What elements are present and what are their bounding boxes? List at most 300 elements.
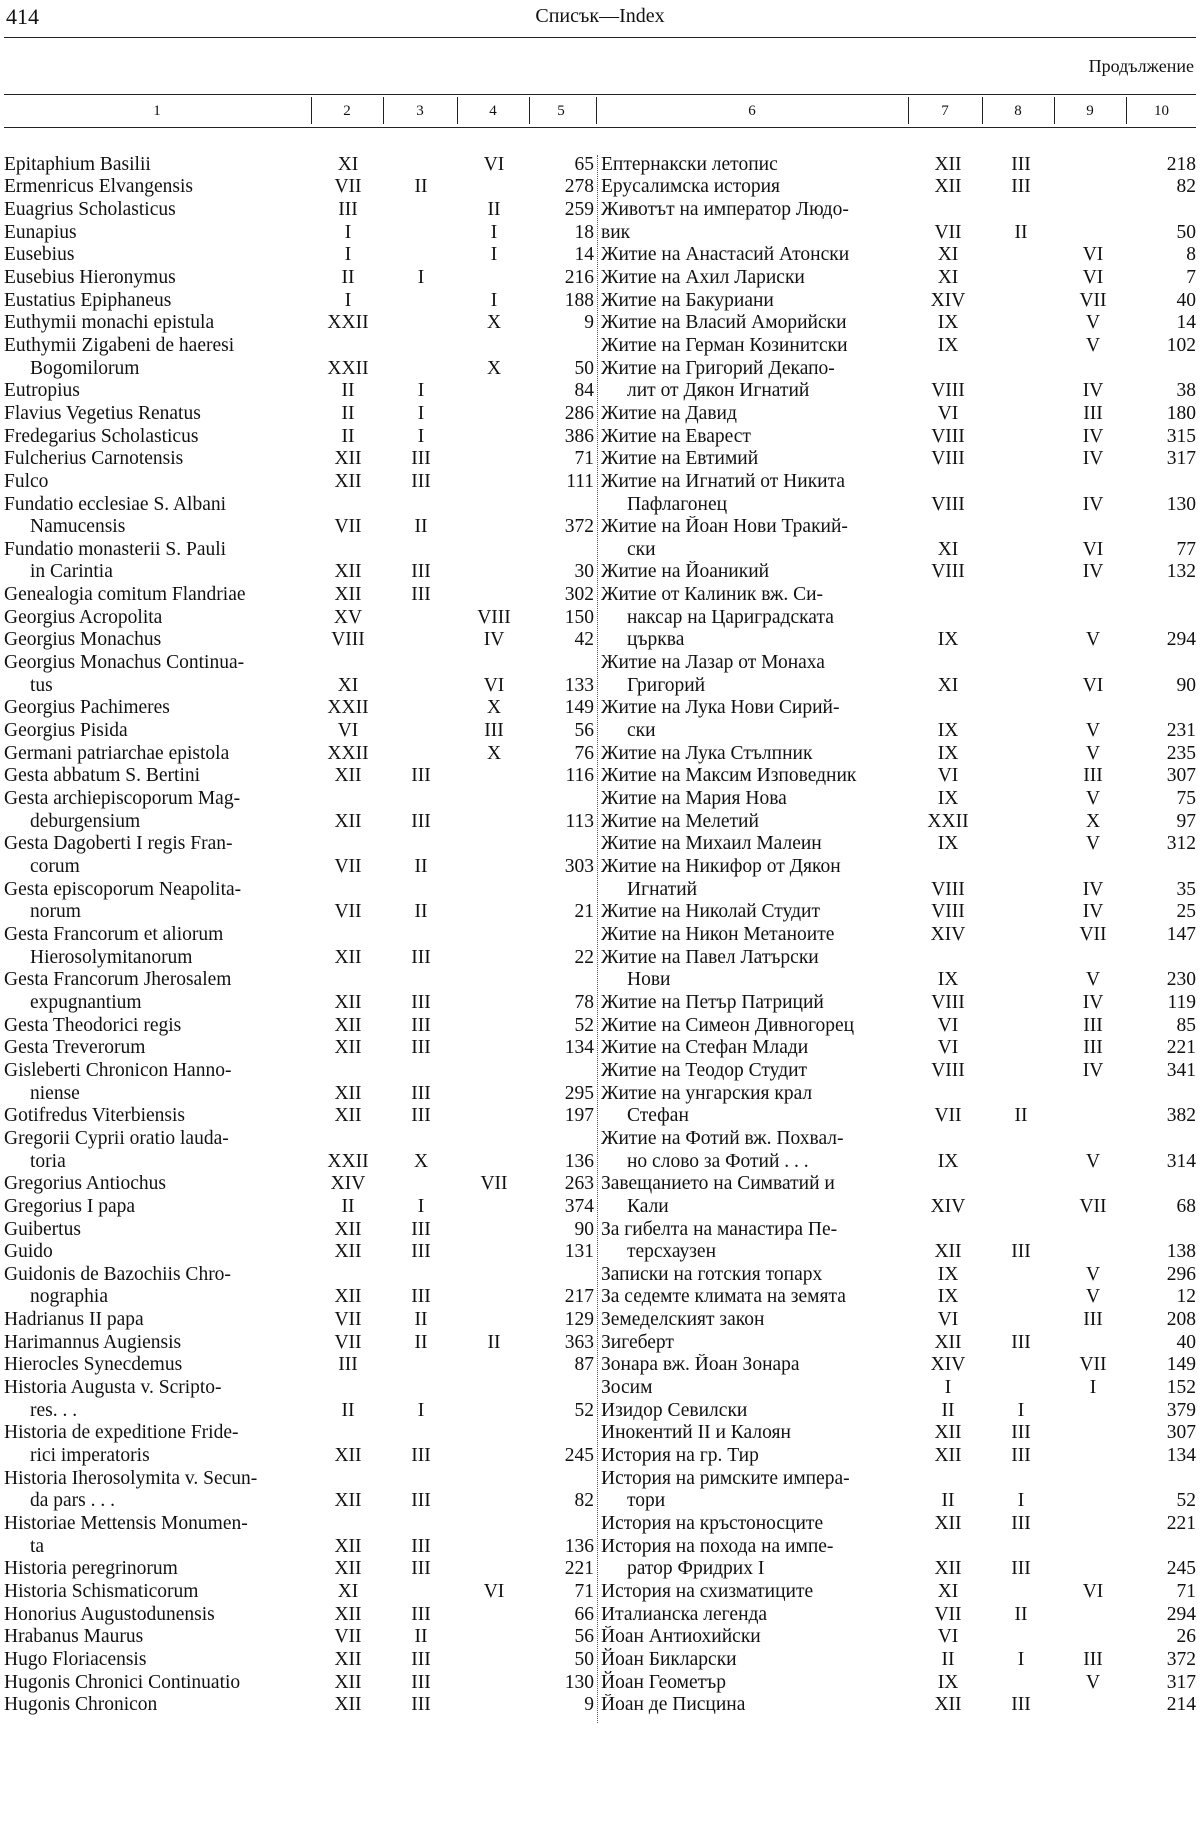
fascicle bbox=[458, 991, 530, 1014]
fascicle bbox=[458, 1354, 530, 1377]
volume: II bbox=[341, 1195, 355, 1217]
part bbox=[384, 629, 458, 652]
fascicle bbox=[1057, 176, 1129, 199]
page-ref: 71 bbox=[1176, 1581, 1196, 1602]
volume bbox=[911, 651, 985, 674]
entry-title: Йоан Геометър bbox=[601, 1671, 726, 1693]
fascicle: V bbox=[1085, 720, 1101, 742]
part bbox=[985, 380, 1057, 403]
fascicle bbox=[1057, 516, 1129, 539]
part bbox=[985, 266, 1057, 289]
entry-title: Gesta archiepiscoporum Mag- bbox=[4, 788, 241, 810]
part: II bbox=[414, 1626, 428, 1648]
volume: XI bbox=[937, 244, 959, 266]
part bbox=[985, 402, 1057, 425]
index-row bbox=[601, 855, 1196, 878]
part: III bbox=[1011, 1422, 1031, 1444]
entry-title: Flavius Vegetius Renatus bbox=[4, 402, 201, 424]
column-header-4: 4 bbox=[489, 103, 497, 119]
volume: III bbox=[338, 1354, 358, 1376]
entry-continuation: norum bbox=[30, 901, 81, 923]
index-row bbox=[4, 493, 594, 516]
column-header-7: 7 bbox=[941, 103, 949, 119]
entry-continuation: ратор Фридрих I bbox=[627, 1558, 765, 1580]
entry-title: Historia de expeditione Fride- bbox=[4, 1422, 239, 1444]
entry-title: Eusebius bbox=[4, 244, 75, 266]
fascicle bbox=[458, 651, 530, 674]
page-ref bbox=[530, 493, 594, 516]
page-ref bbox=[1129, 651, 1196, 674]
fascicle bbox=[1057, 583, 1129, 606]
fascicle bbox=[458, 1286, 530, 1309]
page-ref: 217 bbox=[564, 1286, 594, 1308]
part: III bbox=[411, 1694, 431, 1716]
fascicle bbox=[458, 1037, 530, 1060]
header-bottom-rule bbox=[4, 127, 1196, 128]
entry-title bbox=[4, 1535, 312, 1558]
index-row bbox=[601, 946, 1196, 969]
fascicle: VI bbox=[1082, 674, 1104, 696]
header-rule bbox=[4, 37, 1196, 38]
fascicle: IV bbox=[1082, 991, 1104, 1013]
part bbox=[985, 470, 1057, 493]
index-row bbox=[601, 833, 1196, 856]
entry-title bbox=[601, 1241, 911, 1264]
page-ref: 230 bbox=[1166, 969, 1196, 991]
volume: XII bbox=[334, 1445, 362, 1467]
volume: XII bbox=[334, 1082, 362, 1104]
column-header-10: 10 bbox=[1154, 103, 1169, 119]
volume: II bbox=[341, 1399, 355, 1421]
page-ref: 84 bbox=[574, 380, 594, 402]
fascicle bbox=[458, 1105, 530, 1128]
fascicle bbox=[1057, 697, 1129, 720]
volume bbox=[911, 357, 985, 380]
entry-continuation: deburgensium bbox=[30, 810, 141, 832]
entry-continuation: църква bbox=[627, 629, 685, 651]
part bbox=[985, 425, 1057, 448]
volume: II bbox=[341, 266, 355, 288]
entry-title: Genealogia comitum Flandriae bbox=[4, 584, 246, 606]
entry-title: Йоан де Писцина bbox=[601, 1694, 746, 1716]
page-ref: 214 bbox=[1166, 1694, 1196, 1716]
page-ref: 363 bbox=[564, 1331, 594, 1353]
volume bbox=[312, 1263, 384, 1286]
volume: VIII bbox=[931, 561, 965, 583]
index-row bbox=[601, 787, 1196, 810]
volume bbox=[911, 855, 985, 878]
index-row bbox=[601, 1648, 1196, 1671]
entry-title bbox=[4, 1286, 312, 1309]
volume: IX bbox=[937, 833, 959, 855]
index-row bbox=[601, 1082, 1196, 1105]
page-ref: 119 bbox=[1167, 991, 1196, 1013]
volume: XII bbox=[934, 153, 962, 175]
volume: IX bbox=[937, 334, 959, 356]
page-ref: 90 bbox=[1176, 674, 1196, 696]
part bbox=[985, 1150, 1057, 1173]
part bbox=[384, 606, 458, 629]
part bbox=[985, 1626, 1057, 1649]
index-row bbox=[601, 425, 1196, 448]
entry-title: Georgius Pisida bbox=[4, 720, 128, 742]
fascicle bbox=[1057, 221, 1129, 244]
entry-title: За седемте климата на земята bbox=[601, 1286, 846, 1308]
index-row bbox=[4, 176, 594, 199]
page-ref: 42 bbox=[574, 629, 594, 651]
entry-continuation: nographia bbox=[30, 1286, 108, 1308]
index-row bbox=[601, 697, 1196, 720]
index-row bbox=[4, 583, 594, 606]
entry-title: Georgius Acropolita bbox=[4, 606, 163, 628]
volume: IX bbox=[937, 788, 959, 810]
fascicle bbox=[1057, 198, 1129, 221]
index-row bbox=[4, 470, 594, 493]
volume: VIII bbox=[931, 493, 965, 515]
index-row bbox=[601, 198, 1196, 221]
volume: XII bbox=[934, 1558, 962, 1580]
page-ref: 75 bbox=[1176, 788, 1196, 810]
volume bbox=[312, 1376, 384, 1399]
entry-continuation: Игнатий bbox=[627, 878, 698, 900]
index-row bbox=[4, 1059, 594, 1082]
page-ref: 21 bbox=[574, 901, 594, 923]
part bbox=[985, 1218, 1057, 1241]
fascicle bbox=[1057, 357, 1129, 380]
page-ref bbox=[1129, 198, 1196, 221]
page-ref: 136 bbox=[564, 1150, 594, 1172]
index-row bbox=[4, 448, 594, 471]
part: III bbox=[411, 448, 431, 470]
part bbox=[985, 334, 1057, 357]
entry-title: Житие на Симеон Дивногорец bbox=[601, 1014, 855, 1036]
index-row bbox=[601, 1331, 1196, 1354]
part bbox=[985, 1195, 1057, 1218]
volume: XIV bbox=[330, 1173, 366, 1195]
column-header-8: 8 bbox=[1014, 103, 1022, 119]
volume: IX bbox=[937, 629, 959, 651]
volume: XI bbox=[337, 674, 359, 696]
volume bbox=[911, 198, 985, 221]
index-row bbox=[601, 765, 1196, 788]
fascicle bbox=[1057, 1535, 1129, 1558]
fascicle: VI bbox=[483, 1581, 505, 1602]
entry-title: Eutropius bbox=[4, 380, 80, 402]
part bbox=[985, 946, 1057, 969]
entry-title: Житие на Лука Стълпник bbox=[601, 742, 813, 764]
part bbox=[985, 674, 1057, 697]
index-row bbox=[4, 651, 594, 674]
entry-title bbox=[601, 1105, 911, 1128]
index-row bbox=[4, 357, 594, 380]
column-divider bbox=[311, 97, 312, 124]
part bbox=[384, 357, 458, 380]
entry-continuation: Namucensis bbox=[30, 516, 126, 538]
fascicle bbox=[1057, 651, 1129, 674]
part: III bbox=[411, 765, 431, 787]
page-ref: 263 bbox=[564, 1173, 594, 1195]
column-header-5: 5 bbox=[557, 103, 565, 119]
part: III bbox=[411, 1490, 431, 1512]
part bbox=[384, 651, 458, 674]
index-row bbox=[4, 810, 594, 833]
index-row bbox=[4, 1218, 594, 1241]
part bbox=[985, 1671, 1057, 1694]
entry-title: Йоан Бикларски bbox=[601, 1648, 737, 1670]
entry-title: Житие на Лазар от Монаха bbox=[601, 652, 825, 674]
index-row bbox=[601, 1694, 1196, 1717]
fascicle: V bbox=[1085, 1671, 1101, 1693]
page-ref: 56 bbox=[574, 1626, 594, 1648]
fascicle bbox=[458, 493, 530, 516]
fascicle bbox=[1057, 946, 1129, 969]
index-row bbox=[601, 176, 1196, 199]
page-ref bbox=[1129, 697, 1196, 720]
part bbox=[384, 742, 458, 765]
entry-title bbox=[4, 855, 312, 878]
volume: II bbox=[941, 1399, 955, 1421]
index-row bbox=[4, 1399, 594, 1422]
part: III bbox=[411, 1603, 431, 1625]
index-row bbox=[601, 1150, 1196, 1173]
part: III bbox=[1011, 153, 1031, 175]
entry-title: Gregorii Cyprii oratio lauda- bbox=[4, 1127, 229, 1149]
fascicle: VI bbox=[1082, 244, 1104, 266]
index-row bbox=[4, 1648, 594, 1671]
entry-continuation: da pars . . . bbox=[30, 1490, 116, 1512]
entry-title bbox=[601, 674, 911, 697]
fascicle bbox=[1057, 606, 1129, 629]
entry-title: Житие на Стефан Млади bbox=[601, 1037, 809, 1059]
volume bbox=[312, 1512, 384, 1535]
volume: XII bbox=[334, 946, 362, 968]
page-ref: 116 bbox=[565, 765, 594, 787]
volume: XII bbox=[934, 1331, 962, 1353]
fascicle: IV bbox=[1082, 878, 1104, 900]
part: III bbox=[411, 946, 431, 968]
page-ref: 8 bbox=[1186, 244, 1196, 266]
volume: VIII bbox=[931, 901, 965, 923]
volume bbox=[911, 583, 985, 606]
fascicle: VI bbox=[1082, 538, 1104, 560]
volume: I bbox=[944, 1377, 952, 1399]
index-row bbox=[601, 674, 1196, 697]
fascicle: IV bbox=[1082, 380, 1104, 402]
fascicle: X bbox=[486, 742, 502, 764]
volume: XII bbox=[334, 765, 362, 787]
entry-title: Fundatio monasterii S. Pauli bbox=[4, 538, 227, 560]
fascicle bbox=[458, 810, 530, 833]
part bbox=[985, 1173, 1057, 1196]
fascicle bbox=[458, 1218, 530, 1241]
entry-continuation: ски bbox=[627, 720, 656, 742]
part: III bbox=[1011, 1694, 1031, 1716]
volume: VIII bbox=[931, 448, 965, 470]
fascicle: VII bbox=[1079, 923, 1107, 945]
volume: XI bbox=[937, 1581, 959, 1602]
column-divider bbox=[982, 97, 983, 124]
fascicle: I bbox=[490, 221, 498, 243]
fascicle bbox=[458, 470, 530, 493]
volume: XII bbox=[334, 1558, 362, 1580]
page-ref: 147 bbox=[1166, 923, 1196, 945]
page-ref: 296 bbox=[1166, 1263, 1196, 1285]
page-ref: 314 bbox=[1166, 1150, 1196, 1172]
volume: XIV bbox=[930, 923, 966, 945]
volume: I bbox=[344, 221, 352, 243]
fascicle: V bbox=[1085, 969, 1101, 991]
part bbox=[384, 1354, 458, 1377]
page-ref: 315 bbox=[1166, 425, 1196, 447]
volume: VIII bbox=[331, 629, 365, 651]
volume: XIV bbox=[930, 1354, 966, 1376]
index-row bbox=[4, 1241, 594, 1264]
entry-title: Historia Augusta v. Scripto- bbox=[4, 1377, 222, 1399]
entry-title: Житие на Лука Нови Сирий- bbox=[601, 697, 840, 719]
fascicle bbox=[458, 1422, 530, 1445]
index-row bbox=[4, 629, 594, 652]
page-ref: 9 bbox=[584, 312, 594, 334]
volume: VI bbox=[337, 720, 359, 742]
volume: VII bbox=[334, 901, 362, 923]
part: I bbox=[1017, 1399, 1025, 1421]
entry-title: Зонара вж. Йоан Зонара bbox=[601, 1354, 800, 1376]
fascicle: V bbox=[1085, 312, 1101, 334]
entry-title: Житие на Григорий Декапо- bbox=[601, 357, 835, 379]
volume: XII bbox=[934, 1694, 962, 1716]
index-row bbox=[601, 289, 1196, 312]
part bbox=[985, 651, 1057, 674]
volume: II bbox=[341, 425, 355, 447]
volume: IX bbox=[937, 1671, 959, 1693]
part: III bbox=[1011, 1331, 1031, 1353]
fascicle: IV bbox=[483, 629, 505, 651]
part bbox=[985, 312, 1057, 335]
index-row bbox=[4, 1580, 594, 1603]
fascicle bbox=[458, 787, 530, 810]
index-row bbox=[4, 266, 594, 289]
entry-continuation: rici imperatoris bbox=[30, 1445, 150, 1467]
volume bbox=[911, 1218, 985, 1241]
page-ref bbox=[530, 1376, 594, 1399]
entry-title: Земеделският закон bbox=[601, 1309, 765, 1331]
entry-title: Йоан Антиохийски bbox=[601, 1626, 761, 1648]
fascicle: X bbox=[486, 357, 502, 379]
volume: XI bbox=[937, 266, 959, 288]
index-row bbox=[4, 1105, 594, 1128]
entry-title: Fredegarius Scholasticus bbox=[4, 425, 199, 447]
volume: VII bbox=[334, 1309, 362, 1331]
part bbox=[985, 969, 1057, 992]
entry-continuation: niense bbox=[30, 1082, 80, 1104]
page-ref bbox=[1129, 606, 1196, 629]
entry-continuation: ски bbox=[627, 538, 656, 560]
cyrillic-index-table bbox=[601, 153, 1196, 1716]
part bbox=[985, 991, 1057, 1014]
part bbox=[384, 334, 458, 357]
part: I bbox=[1017, 1490, 1025, 1512]
index-row bbox=[4, 1082, 594, 1105]
column-divider bbox=[529, 97, 530, 124]
fascicle: I bbox=[490, 289, 498, 311]
fascicle bbox=[458, 1014, 530, 1037]
part bbox=[384, 1580, 458, 1603]
entry-continuation: Кали bbox=[627, 1195, 669, 1217]
volume: VI bbox=[937, 1626, 959, 1648]
entry-title: Gregorius Antiochus bbox=[4, 1173, 166, 1195]
part: III bbox=[1011, 1445, 1031, 1467]
fascicle bbox=[1057, 1105, 1129, 1128]
entry-title: Fulcherius Carnotensis bbox=[4, 448, 184, 470]
part bbox=[985, 629, 1057, 652]
page-ref: 149 bbox=[1166, 1354, 1196, 1376]
part: II bbox=[414, 176, 428, 198]
page-ref: 221 bbox=[1166, 1513, 1196, 1535]
index-row bbox=[601, 1195, 1196, 1218]
fascicle: V bbox=[1085, 742, 1101, 764]
entry-title: Gesta abbatum S. Bertini bbox=[4, 765, 201, 787]
volume: XXII bbox=[327, 312, 369, 334]
index-row bbox=[601, 1535, 1196, 1558]
entry-title: Guidonis de Bazochiis Chro- bbox=[4, 1263, 231, 1285]
entry-title bbox=[601, 1195, 911, 1218]
entry-continuation: Стефан bbox=[627, 1105, 689, 1127]
part: III bbox=[1011, 1558, 1031, 1580]
fascicle: III bbox=[1083, 1309, 1103, 1331]
page-ref bbox=[530, 1127, 594, 1150]
index-row bbox=[4, 1512, 594, 1535]
entry-title: Hugo Floriacensis bbox=[4, 1648, 147, 1670]
column-divider bbox=[908, 97, 909, 124]
entry-title bbox=[4, 991, 312, 1014]
part: III bbox=[411, 1037, 431, 1059]
fascicle bbox=[458, 1263, 530, 1286]
page-ref bbox=[530, 1263, 594, 1286]
index-row bbox=[4, 606, 594, 629]
volume: VII bbox=[334, 856, 362, 877]
entry-title bbox=[4, 810, 312, 833]
page-ref: 379 bbox=[1166, 1399, 1196, 1421]
volume: XI bbox=[337, 153, 359, 175]
index-row bbox=[4, 1331, 594, 1354]
entry-title: Hugonis Chronicon bbox=[4, 1694, 158, 1716]
volume: XII bbox=[334, 810, 362, 832]
volume bbox=[312, 1422, 384, 1445]
page-ref: 14 bbox=[574, 244, 594, 266]
fascicle: IV bbox=[1082, 493, 1104, 515]
volume: XI bbox=[937, 538, 959, 560]
part bbox=[985, 1014, 1057, 1037]
page-ref bbox=[530, 538, 594, 561]
page-ref: 133 bbox=[564, 674, 594, 696]
entry-title: Житие на Анастасий Атонски bbox=[601, 244, 850, 266]
entry-title: Животът на император Людо- bbox=[601, 198, 849, 220]
part bbox=[985, 765, 1057, 788]
page-ref bbox=[1129, 1127, 1196, 1150]
index-row bbox=[4, 1195, 594, 1218]
volume: IX bbox=[937, 742, 959, 764]
fascicle bbox=[458, 1150, 530, 1173]
page-ref: 131 bbox=[564, 1241, 594, 1263]
entry-title: Eustatius Epiphaneus bbox=[4, 289, 172, 311]
part bbox=[985, 1037, 1057, 1060]
part bbox=[985, 787, 1057, 810]
part bbox=[985, 1354, 1057, 1377]
fascicle: X bbox=[1085, 810, 1101, 832]
volume: XII bbox=[934, 1422, 962, 1444]
page-ref: 66 bbox=[574, 1603, 594, 1625]
fascicle bbox=[1057, 1558, 1129, 1581]
